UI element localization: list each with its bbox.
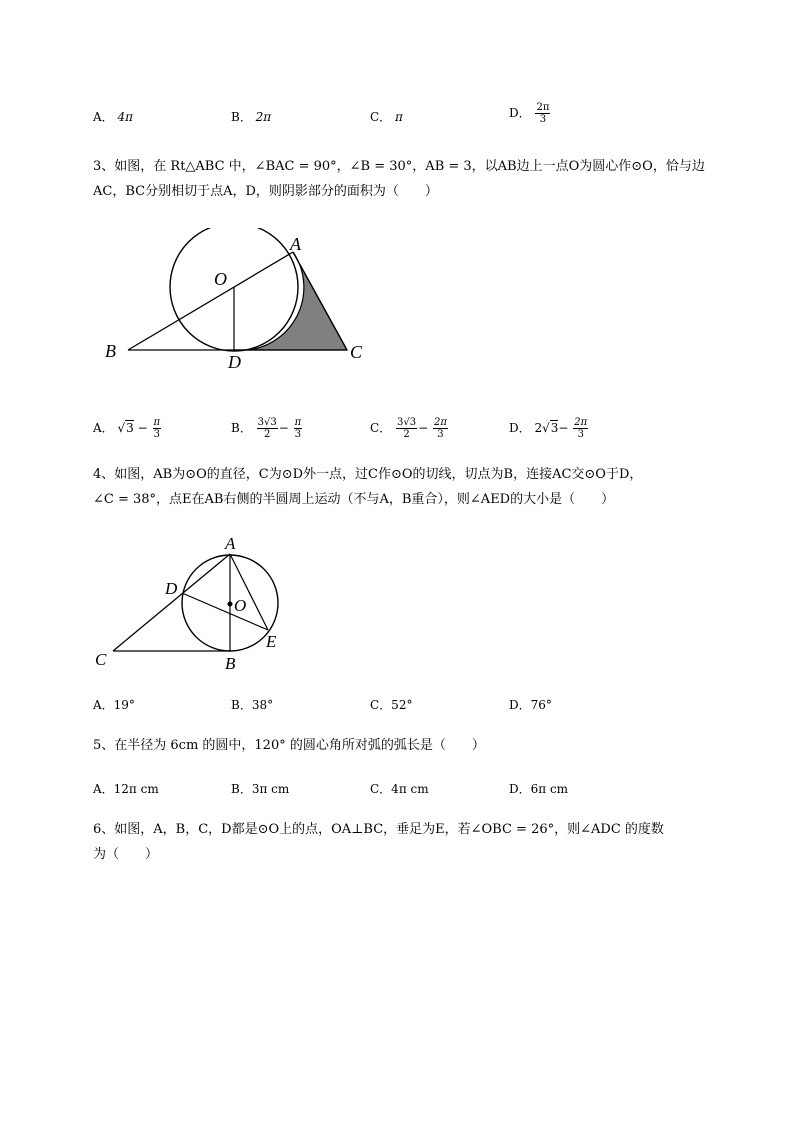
label-o: O (234, 596, 247, 615)
segment-ae (230, 554, 268, 630)
segment-ba (128, 252, 293, 350)
fraction: $\frac{2\pi}{3}$ (434, 417, 447, 440)
fraction: $\frac{2\pi}{3}$ (536, 102, 550, 125)
label-c: C (95, 650, 107, 669)
question-5-text (93, 733, 743, 758)
q4-option-c: C．52° (370, 698, 413, 712)
q5-option-a: A．12π cm (93, 782, 159, 796)
fraction: $\frac{\pi}{3}$ (294, 417, 302, 440)
question-4-line-2: ∠C = 38°，点E在AB右侧的半圆周上运动（不与A，B重合），则∠AED的大小是（ ） (93, 492, 615, 507)
fraction: $\frac{\pi}{3}$ (153, 417, 161, 440)
question-5-line-1: 5、在半径为 6cm 的圆中，120° 的圆心角所对弧的弧长是（ ） (93, 738, 485, 753)
q4-figure (90, 532, 290, 672)
question-3-line-1: 3、如图，在 Rt△ABC 中，∠BAC = 90°，∠B = 30°，AB = 3，以AB边上一点O为圆心作⊙O，恰与边 (93, 159, 705, 174)
label-a: A (225, 534, 236, 553)
q4-option-a: A．19° (93, 698, 135, 712)
label-a: A (290, 234, 301, 254)
label-e: E (266, 632, 277, 651)
label-o: O (214, 269, 227, 289)
question-6-line-1: 6、如图，A，B，C，D都是⊙O上的点，OA⊥BC，垂足为E，若∠OBC = 26°，则∠ADC 的度数 (93, 822, 664, 837)
q4-option-b: B．38° (231, 698, 274, 712)
q5-option-d: D．6π cm (509, 782, 569, 796)
label-b: B (225, 654, 236, 672)
question-3-line-2: AC，BC分别相切于点A，D，则阴影部分的面积为（ ） (93, 184, 438, 199)
segment-ca (113, 554, 230, 651)
question-6-line-2: 为（ ） (93, 847, 159, 862)
q2-option-c: C． π (370, 110, 403, 124)
shaded-region (234, 252, 347, 350)
q2-option-b: B． 2π (231, 110, 272, 124)
fraction: $\frac{2\pi}{3}$ (574, 417, 588, 440)
center-dot (228, 602, 233, 607)
fraction: $\frac{3√3}{2}$ (257, 417, 277, 440)
label-c: C (350, 342, 363, 362)
label-d: D (228, 352, 241, 372)
q5-option-c: C．4π cm (370, 782, 429, 796)
q3-option-d: D． 2√3− $\frac{2\pi}{3}$ (509, 417, 588, 440)
fraction: $\frac{3√3}{2}$ (397, 417, 417, 440)
question-4-line-1: 4、如图，AB为⊙O的直径，C为⊙D外一点，过C作⊙O的切线，切点为B，连接AC交⊙O于D， (93, 467, 643, 482)
q4-option-d: D．76° (509, 698, 552, 712)
question-4-text (93, 462, 743, 512)
q2-option-d: D． $\frac{2\pi}{3}$ (509, 102, 550, 125)
q2-option-a: A． 4π (93, 110, 134, 124)
label-d: D (165, 579, 178, 598)
label-b: B (105, 341, 116, 361)
q5-option-b: B．3π cm (231, 782, 290, 796)
q3-option-c: C． $\frac{3√3}{2}$ − $\frac{2\pi}{3}$ (370, 417, 447, 440)
q3-option-a: A． √3 − $\frac{\pi}{3}$ (93, 417, 161, 440)
q3-option-b: B． $\frac{3√3}{2}$ − $\frac{\pi}{3}$ (231, 417, 302, 440)
q3-figure (100, 228, 380, 378)
question-6-text (93, 817, 743, 867)
segment-de (182, 593, 268, 630)
question-3-text (93, 154, 743, 204)
